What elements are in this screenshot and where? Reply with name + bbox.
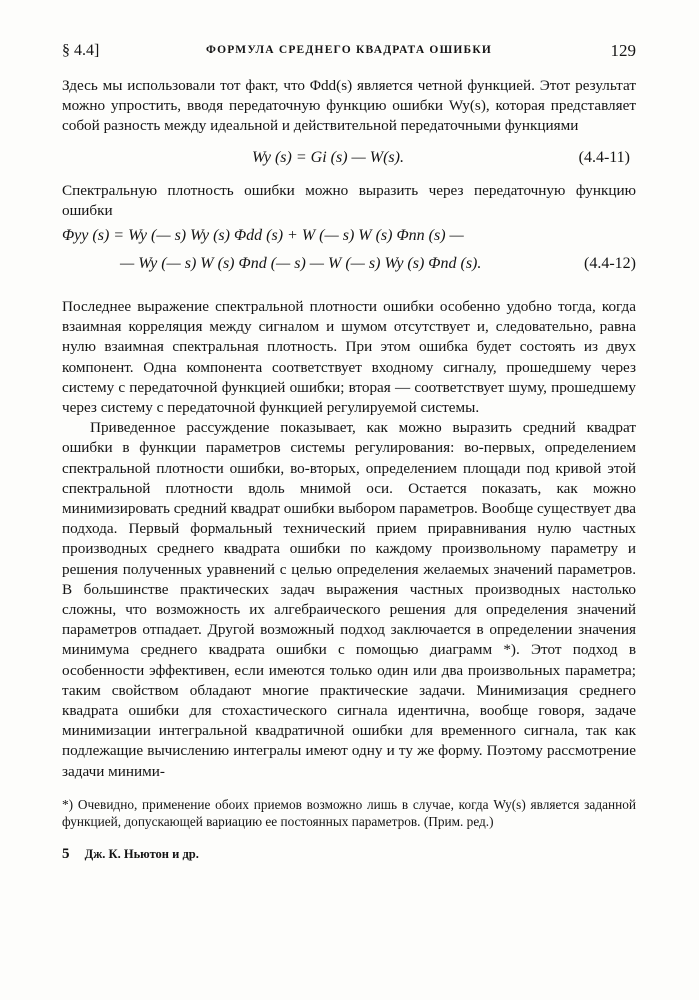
equation-4-4-12-line-1: Φyy (s) = Wy (— s) Wy (s) Φdd (s) + W (— s) W (s) Φnn (s) — [62, 227, 464, 245]
page-number: 129 [610, 41, 636, 60]
equation-4-4-11-number: (4.4-11) [578, 148, 630, 166]
section-marker: § 4.4] [62, 42, 100, 59]
paragraph-1: Здесь мы использовали тот факт, что Φdd(s) является четной функцией. Этот результат можно упростить, вводя передаточную функцию ошибки Wy(s), которая представляет собой разность между идеальной и действительной передаточными функциями [62, 77, 636, 135]
running-title: ФОРМУЛА СРЕДНЕГО КВАДРАТА ОШИБКИ [205, 44, 493, 56]
equation-4-4-12-number: (4.4-12) [584, 255, 636, 273]
printer-imprint [62, 846, 636, 863]
imprint-authors: Дж. К. Ньютон и др. [84, 846, 199, 861]
paragraph-3: Последнее выражение спектральной плотности ошибки особенно удобно тогда, когда взаимная корреляция между сигналом и шумом отсутствует и, следовательно, равна нулю взаимная спектральная плотность. При этом ошибка будет состоять из двух компонент. Одна компонента соответствует входному сигналу, прошедшему через систему с передаточной функцией ошибки; вторая — соответствует шуму, прошедшему через систему с передаточной функцией регулируемой системы. [62, 298, 636, 417]
running-header [62, 40, 636, 66]
equation-4-4-12 [62, 227, 636, 287]
paragraph-4: Приведенное рассуждение показывает, как можно выразить средний квадрат ошибки в функции параметров системы регулирования: во-первых, определением спектральной плотности ошибки, во-вторых, определением площади под кривой этой спектральной плотности вдоль мнимой оси. Остается показать, как можно минимизировать средний квадрат ошибки выбором параметров. Вообще существует два подхода. Первый формальный технический прием приравнивания нулю частных производных среднего квадрата ошибки по каждому произвольному параметру и решения полученных уравнений с целью определения желаемых значений параметров. В большинстве практических задач выражения частных производных настолько сложны, что возможность их алгебраического решения для определения значений параметров отпадает. Другой возможный подход заключается в определении значения минимума среднего квадрата ошибки с помощью диаграмм *). Этот подход в особенности эффективен, если имеются только один или два произвольных параметра; таким свойством обладают многие практические задачи. Минимизация среднего квадрата ошибки для стохастического сигнала идентична, вообще говоря, задаче минимизации интегральной квадратичной ошибки для временного сигнала, так как подлежащие вычислению интегралы имеют одну и ту же форму. Поэтому рассмотрение задачи миними- [62, 419, 636, 780]
paragraph-2: Спектральную плотность ошибки можно выразить через передаточную функцию ошибки [62, 181, 636, 219]
document-page [62, 40, 636, 863]
equation-4-4-11 [62, 147, 636, 171]
equation-4-4-12-line-2: — Wy (— s) W (s) Φnd (— s) — W (— s) Wy (s) Φnd (s). [120, 255, 482, 273]
equation-4-4-11-body: Wy (s) = Gi (s) — W(s). [252, 148, 404, 166]
footnote: *) Очевидно, применение обоих приемов возможно лишь в случае, когда Wy(s) является заданной функцией, допускающей вариацию ее постоянных параметров. (Прим. ред.) [62, 796, 636, 829]
signature-mark: 5 [62, 845, 70, 862]
